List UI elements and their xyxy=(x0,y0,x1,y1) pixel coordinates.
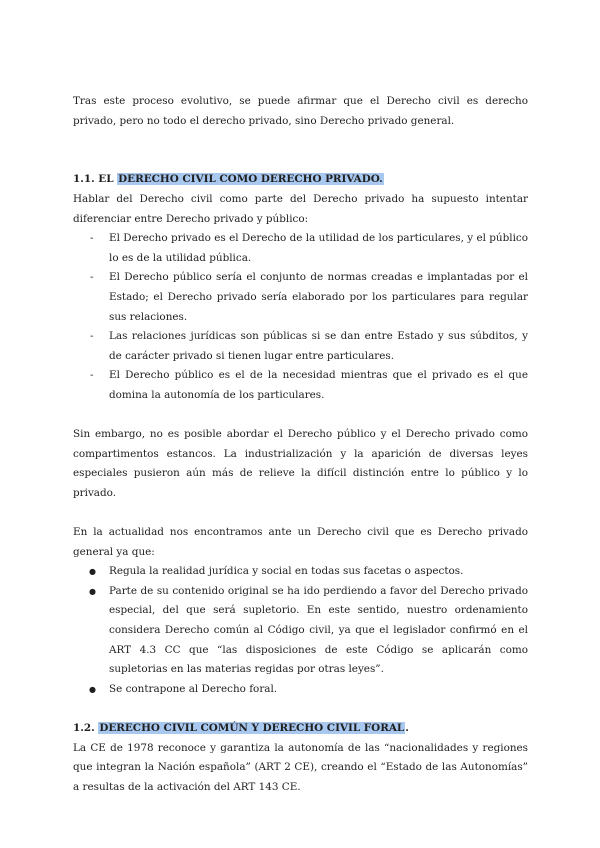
bullet-item: ● Parte de su contenido original se ha ido perdiendo a favor del Derecho privado especial, del que será supletorio. En este sentido, nuestro ordenamiento considera Derecho común al Código civil, ya que el legislador confirmó en el ART 4.3 CC que “las disposiciones de este Código se aplicarán como supletorias en las materias regidas por otras leyes”. xyxy=(73,582,528,680)
section-2-suffix: . xyxy=(405,722,409,734)
bullet-item: ● Regula la realidad jurídica y social en todas sus facetas o aspectos. xyxy=(73,562,528,582)
section-2-number: 1.2. xyxy=(73,722,99,734)
paragraph: Sin embargo, no es posible abordar el Derecho público y el Derecho privado como compartimentos estancos. La industrialización y la aparición de diversas leyes especiales pusieron aún más de relieve la difícil distinción entre lo público y lo privado. xyxy=(73,428,528,499)
section-2-title: DERECHO CIVIL COMÚN Y DERECHO CIVIL FORAL xyxy=(99,722,405,734)
section-1-title: DERECHO CIVIL COMO DERECHO PRIVADO. xyxy=(118,173,383,186)
document-page xyxy=(73,92,528,797)
list-item: - El Derecho privado es el Derecho de la utilidad de los particulares, y el público lo es de la utilidad pública. xyxy=(73,229,528,268)
bullet-list xyxy=(73,562,528,699)
paragraph: La CE de 1978 reconoce y garantiza la autonomía de las “nacionalidades y regiones que integran la Nación española” (ART 2 CE), creando el “Estado de las Autonomías” a resultas de la activación del ART 143 CE. xyxy=(73,741,528,793)
section-1-number: 1.1. EL xyxy=(73,173,118,186)
intro-paragraph: Tras este proceso evolutivo, se puede afirmar que el Derecho civil es derecho privado, pero no todo el derecho privado, sino Derecho privado general. xyxy=(73,95,528,127)
dash-list xyxy=(73,229,528,405)
paragraph: En la actualidad nos encontramos ante un Derecho civil que es Derecho privado general ya que: xyxy=(73,526,528,558)
section-1-lead: Hablar del Derecho civil como parte del Derecho privado ha supuesto intentar diferenciar entre Derecho privado y público: xyxy=(73,192,528,225)
list-item: - El Derecho público sería el conjunto de normas creadas e implantadas por el Estado; el Derecho privado sería elaborado por los particulares para regular sus relaciones. xyxy=(73,268,528,327)
section-1-heading xyxy=(73,170,528,190)
section-2-heading xyxy=(73,719,528,739)
bullet-item: ● Se contrapone al Derecho foral. xyxy=(73,680,528,700)
list-item: - Las relaciones jurídicas son públicas si se dan entre Estado y sus súbditos, y de carácter privado si tienen lugar entre particulares. xyxy=(73,327,528,366)
list-item: - El Derecho público es el de la necesidad mientras que el privado es el que domina la autonomía de los particulares. xyxy=(73,366,528,405)
